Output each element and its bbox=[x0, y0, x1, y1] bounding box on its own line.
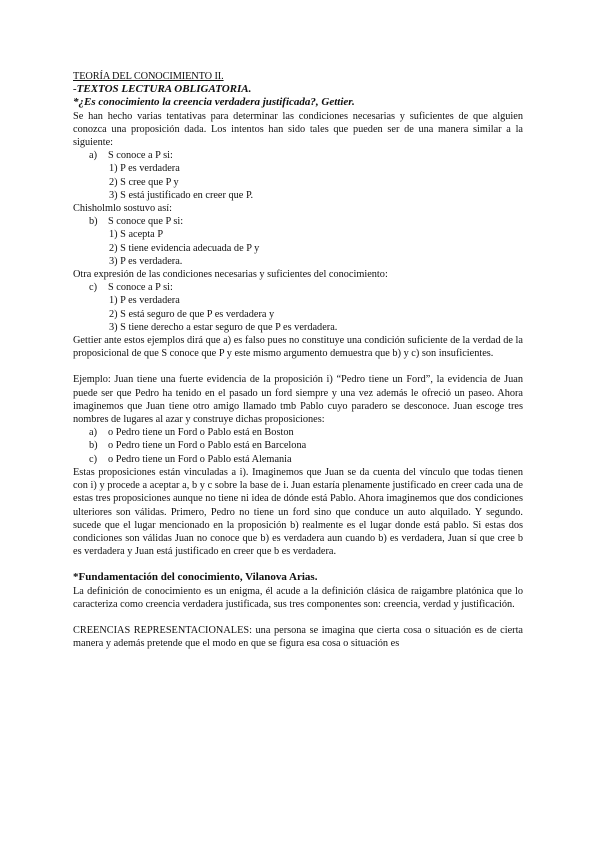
list-marker: a) bbox=[89, 427, 97, 439]
list-marker: c) bbox=[89, 282, 97, 294]
list-marker: a) bbox=[89, 150, 97, 162]
list-marker: c) bbox=[89, 453, 97, 465]
example-paragraph: Ejemplo: Juan tiene una fuerte evidencia de la proposición i) “Pedro tiene un Ford”, la evidencia de Juan puede ser que Pedro ha tenido en el pasado un ford siempre y una vez además le ofreció un paseo. Ahora imaginemos que Juan tiene otro amigo llamado tmb Pablo cuyo paradero se desconoce. Juan escoge tres nombres de lugares al azar y construye dichas proposiciones: bbox=[73, 374, 523, 426]
definition-c-text: S conoce a P si: bbox=[108, 282, 173, 294]
conclusion-paragraph: Estas proposiciones están vinculadas a i). Imaginemos que Juan se da cuenta del vínculo que todas tienen con i) y procede a aceptar a, b y c sobre la base de i. Juan estaría plenamente justificado en creer cada una de estas tres proposiciones aunque no tiene ni idea de dónde está Pablo. Ahora imaginemos que dos condiciones ulteriores son válidas. Primero, Pedro no tiene un ford sino que conduce un auto alquilado. Y segundo. sucede que el lugar mencionado en la proposición b) realmente es el lugar donde está pablo. Si estas dos condiciones son válidas Juan no conoce que b) es verdadera aun cuando b) es verdadera, Juan sí que cree b es verdadera y Juan está justificado en creer que b es verdadera. bbox=[73, 466, 523, 558]
definition-a bbox=[73, 149, 523, 162]
list-item: 2) S cree que P y bbox=[109, 176, 179, 188]
definition-b bbox=[73, 215, 523, 228]
paragraph-spacer bbox=[73, 558, 523, 571]
list-item: 2) S está seguro de que P es verdadera y bbox=[109, 308, 275, 320]
list-item: 3) S está justificado en creer que P. bbox=[109, 189, 254, 201]
paragraph-spacer bbox=[73, 611, 523, 624]
proposition-text: o Pedro tiene un Ford o Pablo está en Boston bbox=[108, 427, 294, 439]
list-item: 1) P es verdadera bbox=[109, 163, 180, 175]
proposition-c bbox=[73, 453, 523, 466]
list-item: 1) P es verdadera bbox=[109, 295, 180, 307]
definition-b-text: S conoce que P si: bbox=[108, 216, 184, 228]
definition-a-text: S conoce a P si: bbox=[108, 150, 173, 162]
section-heading-gettier: *¿Es conocimiento la creencia verdadera justificada?, Gettier. bbox=[73, 96, 355, 109]
document-subtitle: -TEXTOS LECTURA OBLIGATORIA. bbox=[73, 83, 252, 96]
proposition-a bbox=[73, 426, 523, 439]
gettier-intro-paragraph: Se han hecho varias tentativas para determinar las condiciones necesarias y suficientes de que alguien conozca una proposición dada. Los intentos han sido tales que pueden ser de una manera similar a la siguiente: bbox=[73, 110, 523, 149]
vilanova-intro-paragraph: La definición de conocimiento es un enigma, él acude a la definición clásica de raigambre platónica que lo caracteriza como creencia verdadera justificada, sus tres componentes son: creencia, verdad y justificación. bbox=[73, 585, 523, 610]
list-marker: b) bbox=[89, 216, 98, 228]
chisholm-line: Chisholmlo sostuvo así: bbox=[73, 203, 172, 215]
proposition-b bbox=[73, 439, 523, 452]
list-item: 1) S acepta P bbox=[109, 229, 164, 241]
creencias-paragraph: CREENCIAS REPRESENTACIONALES: una persona se imagina que cierta cosa o situación es de cierta manera y además pretende que el modo en que se figura esa cosa o situación es bbox=[73, 624, 523, 650]
list-item: 3) P es verdadera. bbox=[109, 255, 183, 267]
proposition-text: o Pedro tiene un Ford o Pablo está en Barcelona bbox=[108, 440, 307, 452]
list-item: 3) S tiene derecho a estar seguro de que P es verdadera. bbox=[109, 321, 338, 333]
list-item: 2) S tiene evidencia adecuada de P y bbox=[109, 242, 260, 254]
other-expression-line: Otra expresión de las condiciones necesarias y suficientes del conocimiento: bbox=[73, 269, 388, 281]
section-heading-vilanova: *Fundamentación del conocimiento, Vilanova Arias. bbox=[73, 571, 318, 584]
document-page bbox=[73, 70, 523, 650]
proposition-text: o Pedro tiene un Ford o Pablo está Alemania bbox=[108, 453, 292, 465]
definition-c bbox=[73, 281, 523, 294]
paragraph-spacer bbox=[73, 360, 523, 373]
gettier-response-paragraph: Gettier ante estos ejemplos dirá que a) es falso pues no constituye una condición suficiente de la verdad de la proposicional de que S conoce que P y este mismo argumento demuestra que b) y c) son insuficientes. bbox=[73, 335, 523, 360]
list-marker: b) bbox=[89, 440, 98, 452]
document-title: TEORÍA DEL CONOCIMIENTO II. bbox=[73, 71, 224, 82]
